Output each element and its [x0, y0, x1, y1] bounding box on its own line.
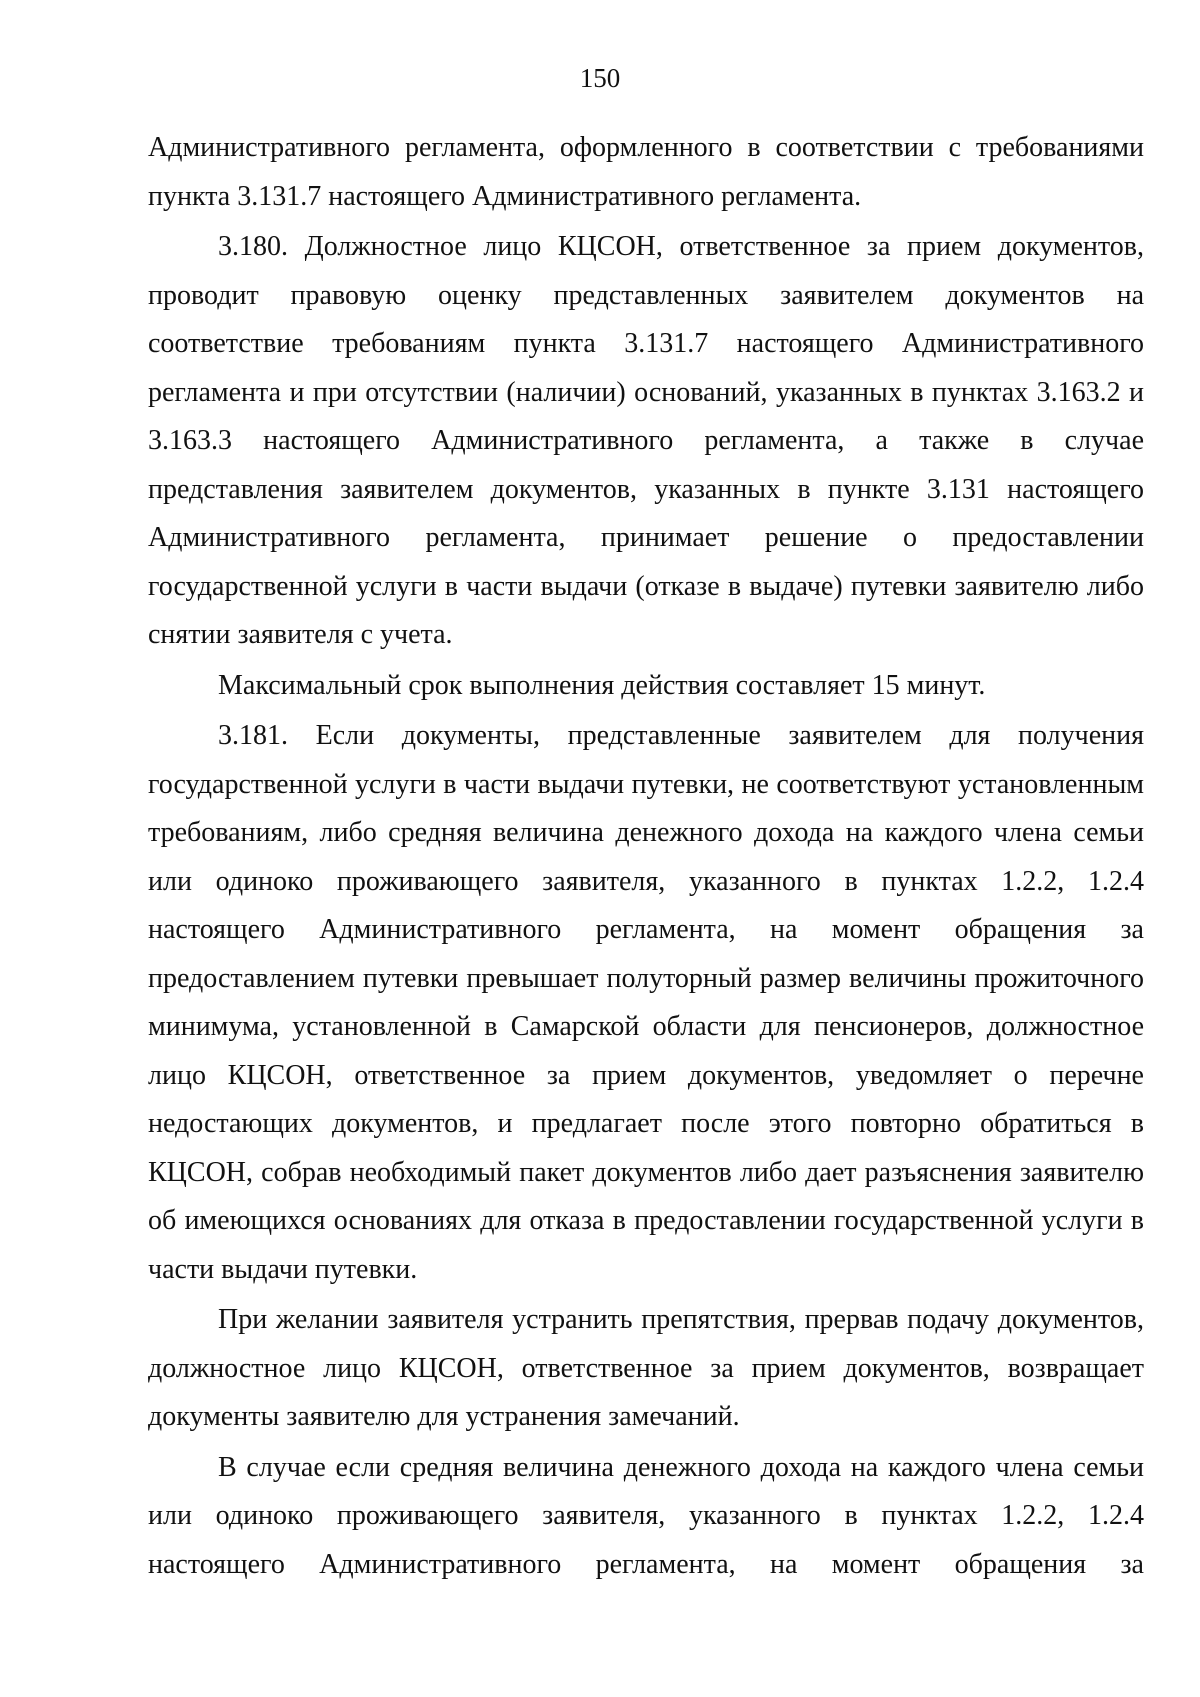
- document-body: [148, 124, 1144, 1589]
- page-number: 150: [579, 63, 621, 93]
- paragraph-continuation: Административного регламента, оформленного в соответствии с требованиями пункта 3.131.7 настоящего Административного регламента.: [148, 132, 1144, 212]
- paragraph-max-time: Максимальный срок выполнения действия составляет 15 минут.: [218, 669, 986, 701]
- paragraph-income-case: В случае если средняя величина денежного дохода на каждого члена семьи или одиноко проживающего заявителя, указанного в пунктах 1.2.2, 1.2.4 настоящего Административного регламента, на момент обращения за: [148, 1451, 1144, 1580]
- paragraph-return-documents: При желании заявителя устранить препятствия, прервав подачу документов, должностное лицо КЦСОН, ответственное за прием документов, возвращает документы заявителю для устранения замечаний.: [148, 1304, 1144, 1432]
- paragraph-3-181: 3.181. Если документы, представленные заявителем для получения государственной услуги в части выдачи путевки, не соответствуют установленным требованиям, либо средняя величина денежного дохода на каждого члена семьи или одиноко проживающего заявителя, указанного в пунктах 1.2.2, 1.2.4 настоящего Административного регламента, на момент обращения за предоставлением путевки превышает полуторный размер величины прожиточного минимума, установленной в Самарской области для пенсионеров, должностное лицо КЦСОН, ответственное за прием документов, уведомляет о перечне недостающих документов, и предлагает после этого повторно обратиться в КЦСОН, собрав необходимый пакет документов либо дает разъяснения заявителю об имеющихся основаниях для отказа в предоставлении государственной услуги в части выдачи путевки.: [148, 720, 1144, 1285]
- paragraph-3-180: 3.180. Должностное лицо КЦСОН, ответственное за прием документов, проводит правовую оценку представленных заявителем документов на соответствие требованиям пункта 3.131.7 настоящего Административного регламента и при отсутствии (наличии) оснований, указанных в пунктах 3.163.2 и 3.163.3 настоящего Административного регламента, а также в случае представления заявителем документов, указанных в пункте 3.131 настоящего Административного регламента, принимает решение о предоставлении государственной услуги в части выдачи (отказе в выдаче) путевки заявителю либо снятии заявителя с учета.: [148, 231, 1144, 650]
